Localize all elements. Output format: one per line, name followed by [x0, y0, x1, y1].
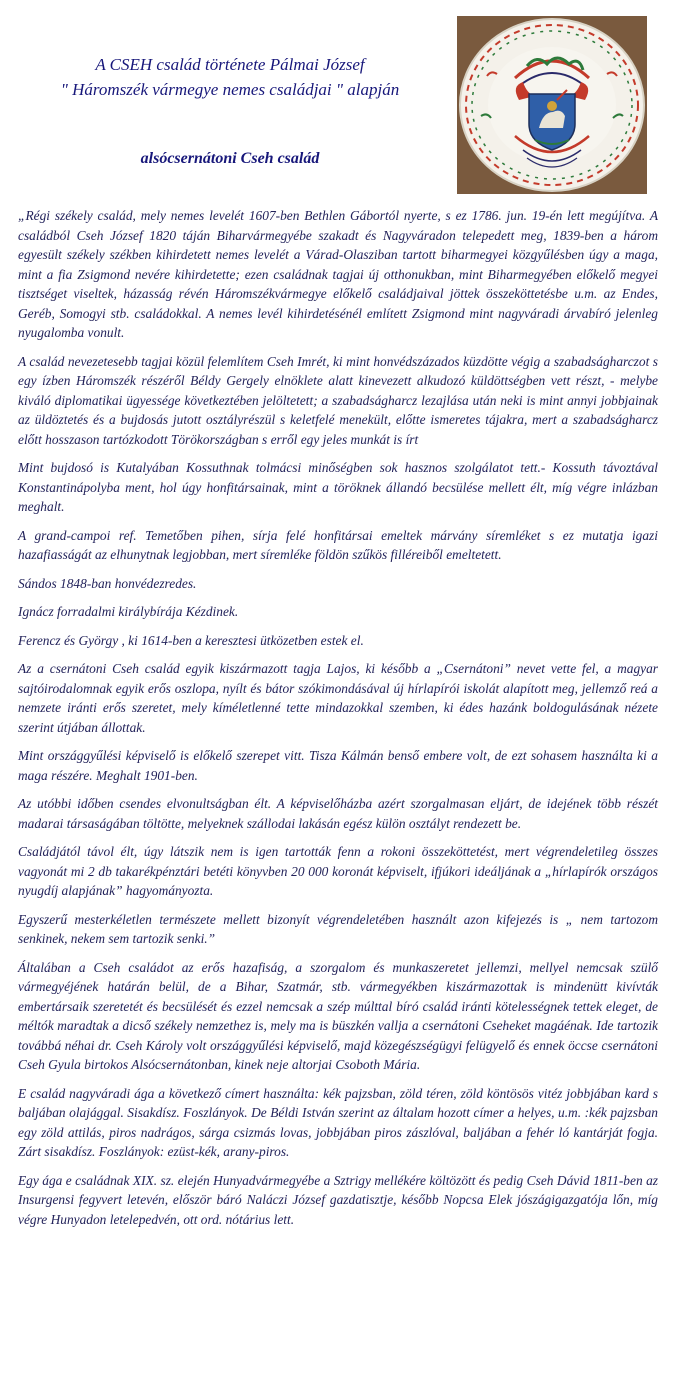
- paragraph-hunyad-branch: Egy ága e családnak XIX. sz. elején Hunyadvármegyébe a Sztrigy mellékére költözött és pedig Cseh Dávid 1811-ben az Insurgensi fegyvert letevén, először báró Naláczi József gazdatisztje, később Nopcsa Elek jószágigazgatója lőn, míg végre Hunyadon letelepedvén, ott ord. nótárius lett.: [18, 1172, 658, 1227]
- paragraph-retirement: Az utóbbi időben csendes elvonultságban élt. A képviselőházba azért szorgalmasan eljárt, de idejének több részét madarai társaságában töltötte, melyeknek szállodai lakásán egész külön osztályt rendezett be.: [18, 796, 658, 831]
- page-subtitle: alsócsernátoni Cseh család: [140, 150, 320, 167]
- paragraph-ignacz: Ignácz forradalmi királybírája Kézdinek.: [18, 604, 239, 619]
- page-title: A CSEH család története Pálmai József: [95, 55, 365, 74]
- paragraph-will: Családjától távol élt, úgy látszik nem is igen tartották fenn a rokoni összeköttetést, mert végrendeletileg összes vagyonát mi 2 db takarékpénztári betéti könyvben 20 000 koronát képviselt, ifjúkori ideáljának a „hírlapírók országos nyugdíj alapjának” hagyományozta.: [18, 844, 658, 898]
- paragraph-lajos: Az a csernátoni Cseh család egyik kiszármazott tagja Lajos, ki később a „Csernátoni” nevet vette fel, a magyar sajtóirodalomnak egyik erős oszlopa, nyílt és bátor szókimondásával új hírlapírói iskolát alapított meg, jellemző reá a nemzete iránti erős szeretet, mely kíméletlenné tette mindazokkal szemben, ki édes hazánk boldogulásának nézete szerint útjában állottak.: [18, 661, 658, 735]
- paragraph-grave: A grand-campoi ref. Temetőben pihen, sírja felé honfitársai emeltek márvány síremléket s ez mutatja igazi hazafiasságát az elhunytnak legjobban, mert síremléke földön szűkös filléreiből emeltetett.: [18, 527, 658, 562]
- header: [0, 0, 450, 200]
- article-body: [18, 206, 658, 1238]
- paragraph-intro: „Régi székely család, mely nemes levelét 1607-ben Bethlen Gábortól nyerte, s ez 1786. jun. 19-én lett megújítva. A családból Cseh József 1820 táján Biharvármegyébe szakadt és Nagyváradon telepedett meg, 1839-ben a három egyesült székely székben kihirdetett nemes levelét a Várad-Olasziban tartott biharmegyei közgyűlésben úgy a maga, mint a fia Zsigmond nevére kihirdetette; ezen családnak tagjai új otthonukban, mint Biharmegyében előkelő megyei tisztséget viseltek, házasság révén Háromszékvármegye előkelő családjaival jöttek összeköttetésbe u.m. az Endes, Geréb, Somogyi stb. családokkal. A nemes levél kihirdetésénél említett Zsigmond mint nagyváradi árvabíró jelenleg nyugalomba vonult.: [18, 208, 658, 340]
- paragraph-quote: Egyszerű mesterkéletlen természete mellett bizonyít végrendeletében használt azon kifejezés is „ nem tartozom senkinek, nekem sem tartozik senki.”: [18, 911, 658, 946]
- page-title-source: " Háromszék vármegye nemes családjai " alapján: [60, 80, 400, 99]
- paragraph-kossuth: Mint bujdosó is Kutalyában Kossuthnak tolmácsi minőségben sok hasznos szolgálatot tett.- Kossuth távoztával Konstantinápolyba ment, hol úgy honfitársainak, mint a töröknek állandó becsülése mellett élt, míg végre inlázban meghalt.: [18, 460, 658, 514]
- paragraph-ferencz-gyorgy: Ferencz és György , ki 1614-ben a keresztesi ütközetben estek el.: [18, 632, 364, 648]
- paragraph-character: Általában a Cseh családot az erős hazafiság, a szorgalom és munkaszeretet jellemzi, mellyel nemcsak szülő vármegyéjének határán belül, de a Bihar, Szatmár, stb. vármegyékben kiszármazottak is mindenütt kivívták embertársaik szeretetét és becsülését és ezzel nemcsak a szép múlttal bíró család iránti kötelességnek tettek eleget, de méltók maradtak a dicső székely nemzethez is, mely ma is büszkén vallja a csernátoni Cseheket magáénak. Ide tartozik továbbá néhai dr. Cseh Károly volt országgyűlési képviselő, majd közegészségügyi felügyelő és ennek öccse csernátoni Cseh Gyula birtokos Alsócsernátonban, kinek neje altorjai Csoboth Mária.: [18, 959, 658, 1072]
- coat-of-arms-plate-icon: [457, 16, 647, 194]
- coat-of-arms-plate-image: [457, 16, 647, 194]
- paragraph-parliament: Mint országgyűlési képviselő is előkelő szerepet vitt. Tisza Kálmán benső embere volt, de ezt sohasem használta ki a maga részére. Meghalt 1901-ben.: [18, 748, 658, 783]
- paragraph-cseh-imre: A család nevezetesebb tagjai közül felemlítem Cseh Imrét, ki mint honvédszázados küzdötte végig a szabadságharczot s egy ízben Háromszék részéről Béldy Gergely elnöklete alatt kinevezett alkudozó küldöttségben vett részt, - melybe kiváló diplomatikai ügyessége következtében jelöltetett; a szabadságharcz lezajlása után neki is mint annyi jobbjainak az üldöztetés és a bujdosás jutott osztályrészül s keletfelé menekült, előtte ismeretes tájakra, mert a szabadságharcz előtt hosszason tartózkodott Törökországban s erről egy jeles munkát is írt: [18, 353, 658, 447]
- paragraph-sandos: Sándos 1848-ban honvédezredes.: [18, 575, 197, 591]
- paragraph-coat-of-arms: E család nagyváradi ága a következő címert használta: kék pajzsban, zöld téren, zöld köntösös vitéz jobbjában kard s baljában olajággal. Sisakdísz. Foszlányok. De Béldi István szerint az általam hozott címer a helyes, u.m. :kék pajzsban egy zöld attilás, piros nadrágos, sárga csizmás lovas, jobbjában piros zászlóval, baljában a fehér ló kantárját fogja. Zárt sisakdísz. Foszlányok: ezüst-kék, arany-piros.: [18, 1085, 658, 1159]
